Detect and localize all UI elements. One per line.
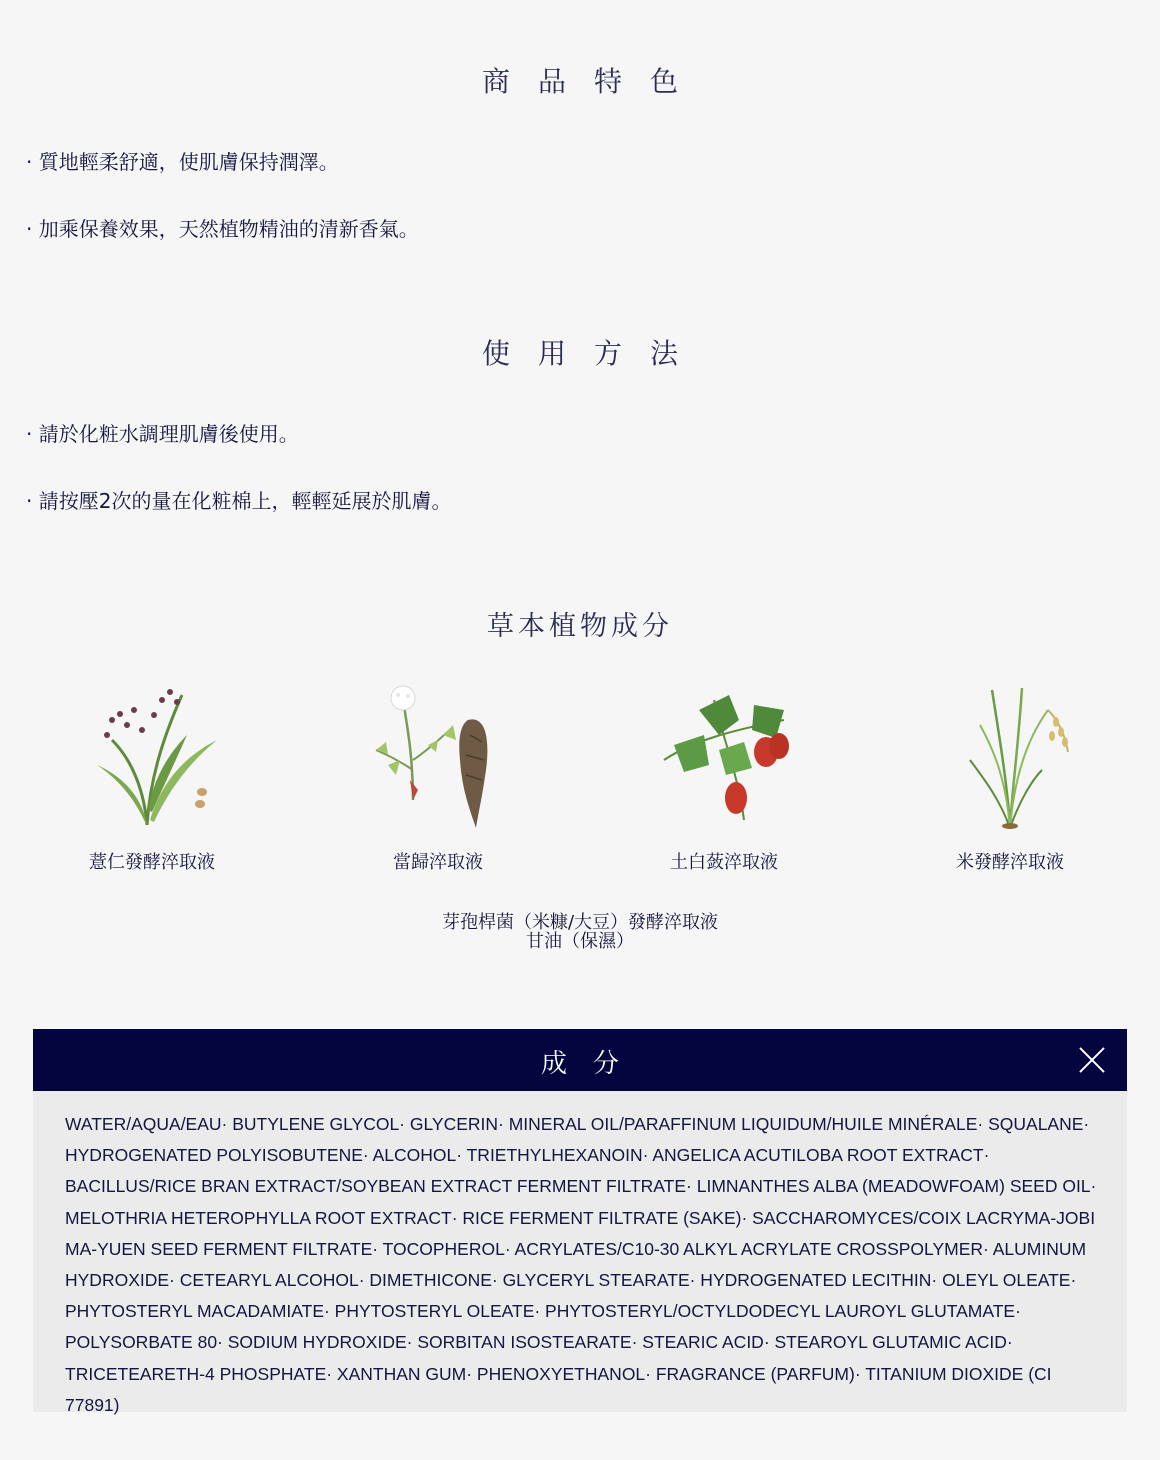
job-tears-plant-icon	[32, 680, 272, 840]
plant-label-melothria: 土白蔹淬取液	[670, 852, 778, 873]
feature-item: · 質地輕柔舒適，使肌膚保持潤澤。	[26, 150, 339, 174]
plant-label-job-tears: 薏仁發酵淬取液	[89, 852, 215, 873]
ingredients-panel-header	[33, 1029, 1127, 1091]
ingredients-panel-body	[33, 1091, 1127, 1415]
plant-label-rice: 米發酵淬取液	[956, 852, 1064, 873]
features-title: 商品特色	[481, 65, 706, 98]
melothria-plant-icon	[604, 680, 844, 840]
herbs-title: 草本植物成分	[487, 611, 673, 642]
close-icon[interactable]	[1075, 1043, 1109, 1077]
ingredients-list: WATER/AQUA/EAU· BUTYLENE GLYCOL· GLYCERIN· MINERAL OIL/PARAFFINUM LIQUIDUM/HUILE MINÉRALE· SQUALANE· HYDROGENATED POLYISOBUTENE· ALCOHOL· TRIETHYLHEXANOIN· ANGELICA ACUTILOBA ROOT EXTRACT· BACILLUS/RICE BRAN EXTRACT/SOYBEAN EXTRACT FERMENT FILTRATE· LIMNANTHES ALBA (MEADOWFOAM) SEED OIL· MELOTHRIA HETEROPHYLLA ROOT EXTRACT· RICE FERMENT FILTRATE (SAKE)· SACCHAROMYCES/COIX LACRYMA-JOBI MA-YUEN SEED FERMENT FILTRATE· TOCOPHEROL· ACRYLATES/C10-30 ALKYL ACRYLATE CROSSPOLYMER· ALUMINUM HYDROXIDE· CETEARYL ALCOHOL· DIMETHICONE· GLYCERYL STEARATE· HYDROGENATED LECITHIN· OLEYL OLEATE· PHYTOSTERYL MACADAMIATE· PHYTOSTERYL OLEATE· PHYTOSTERYL/OCTYLDODECYL LAUROYL GLUTAMATE· POLYSORBATE 80· SODIUM HYDROXIDE· SORBITAN ISOSTEARATE· STEARIC ACID· STEAROYL GLUTAMIC ACID· TRICETEARETH-4 PHOSPHATE· XANTHAN GUM· PHENOXYETHANOL· FRAGRANCE (PARFUM)· TITANIUM DIOXIDE (CI 77891)	[65, 1114, 1097, 1415]
angelica-plant-icon	[318, 680, 558, 840]
feature-item: · 加乘保養效果，天然植物精油的清新香氣。	[26, 217, 419, 241]
ingredients-panel-title: 成分	[540, 1049, 645, 1079]
plant-label-angelica: 當歸淬取液	[393, 852, 483, 873]
usage-item: · 請於化粧水調理肌膚後使用。	[26, 422, 299, 446]
usage-title: 使用方法	[481, 337, 706, 370]
extra-ingredient-bacillus: 芽孢桿菌（米糠/大豆）發酵淬取液	[441, 912, 719, 933]
extra-ingredient-glycerin: 甘油（保濕）	[526, 931, 634, 952]
rice-plant-icon	[890, 680, 1130, 840]
usage-item: · 請按壓2次的量在化粧棉上，輕輕延展於肌膚。	[26, 489, 452, 513]
